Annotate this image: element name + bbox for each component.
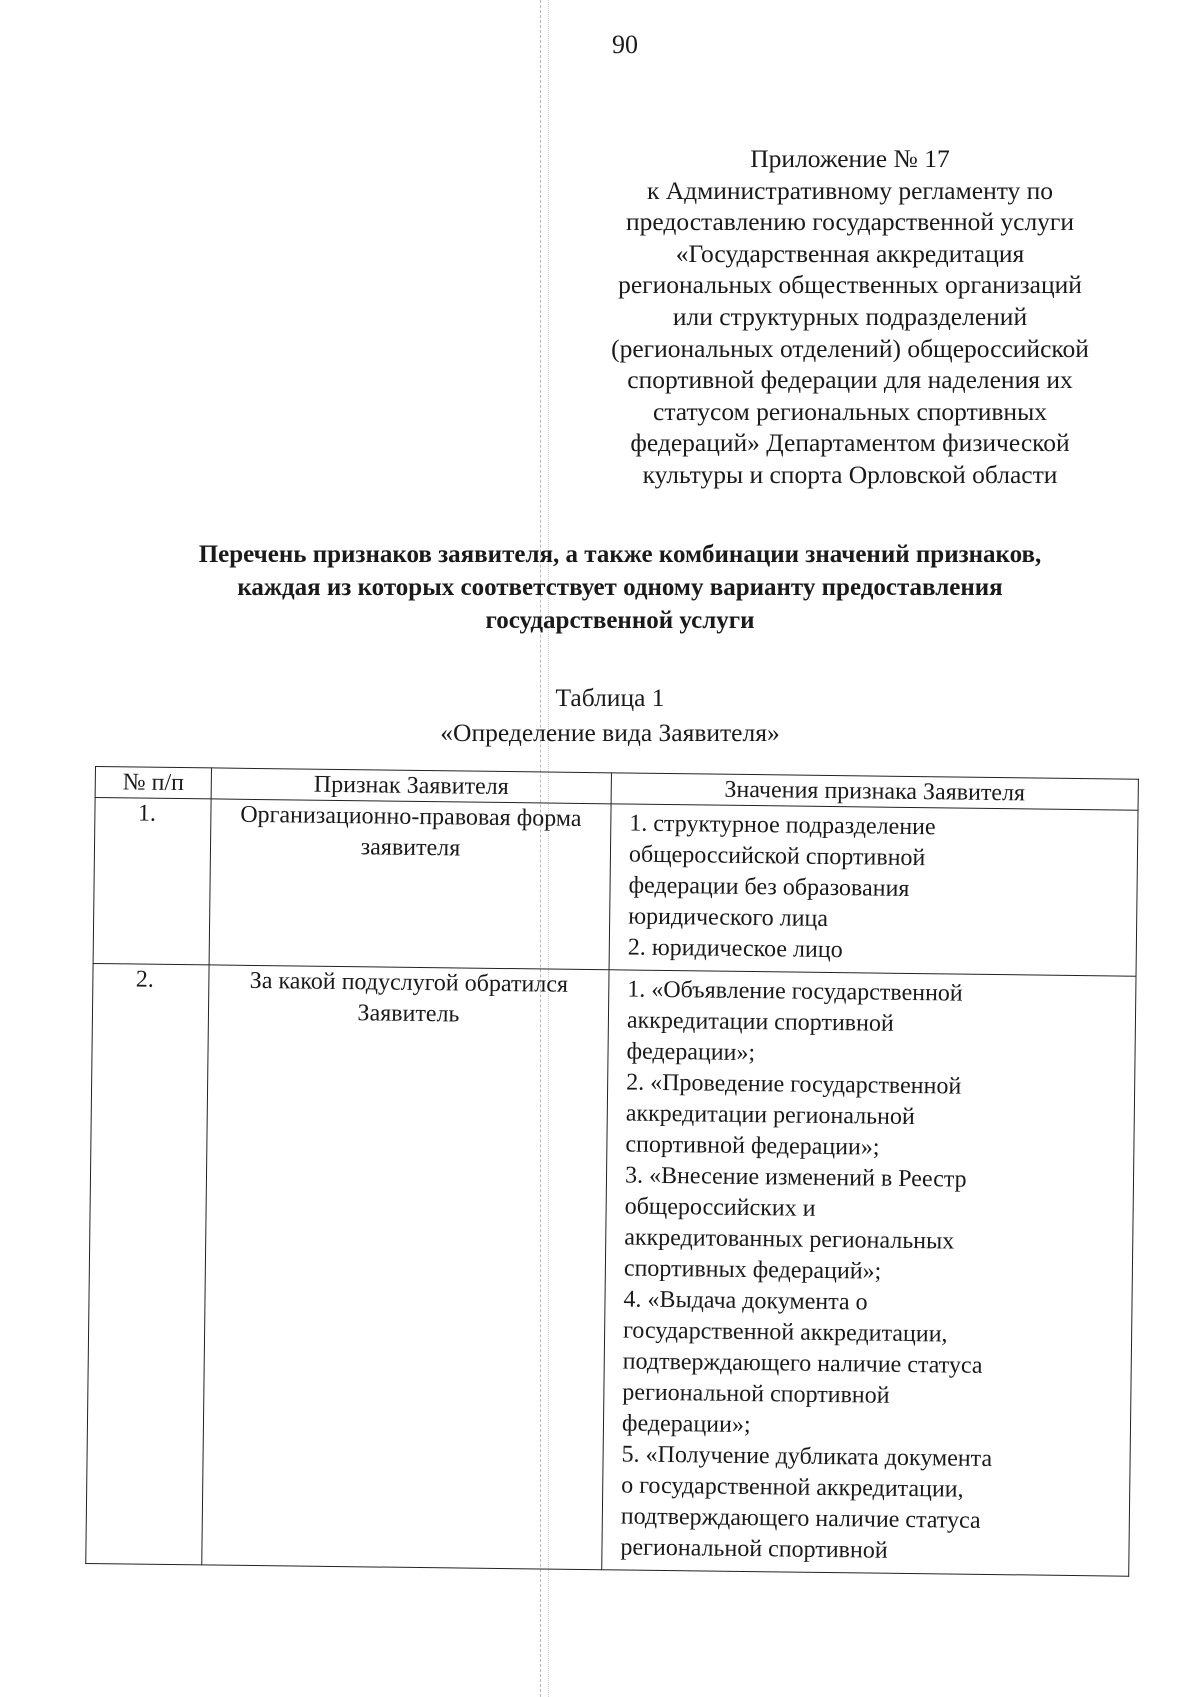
value-line: региональной спортивной xyxy=(622,1379,890,1409)
value-line: 3. «Внесение изменений в Реестр xyxy=(624,1162,967,1193)
appendix-line: культуры и спорта Орловской области xyxy=(642,459,1058,489)
value-line: федерации без образования xyxy=(628,872,910,902)
table-name: «Определение вида Заявителя» xyxy=(440,718,780,747)
value-line: 5. «Получение дубликата документа xyxy=(621,1441,993,1473)
appendix-line: Приложение № 17 xyxy=(750,144,950,173)
table-caption xyxy=(0,680,1200,750)
value-line: федерации»; xyxy=(626,1038,756,1067)
value-line: общероссийской спортивной xyxy=(628,841,926,872)
row-sign: Организационно-правовая форма заявителя xyxy=(209,799,611,970)
row-number: 1. xyxy=(93,798,211,965)
row-values xyxy=(609,804,1138,976)
value-line: юридического лица xyxy=(628,903,829,932)
document-title xyxy=(100,538,1140,637)
appendix-line: статусом региональных спортивных xyxy=(653,396,1047,426)
appendix-line: региональных общественных организаций xyxy=(618,270,1082,300)
appendix-line: (региональных отделений) общероссийской xyxy=(611,333,1089,363)
title-line: каждая из которых соответствует одному варианту предоставления xyxy=(237,574,1003,601)
value-line: о государственной аккредитации, xyxy=(621,1472,964,1503)
appendix-line: к Административному регламенту по xyxy=(646,175,1054,205)
value-line: 2. «Проведение государственной xyxy=(626,1069,962,1100)
value-line: 1. «Объявление государственной xyxy=(627,976,963,1007)
row-values xyxy=(602,970,1136,1576)
table-row xyxy=(93,798,1138,977)
appendix-line: предоставлению государственной услуги xyxy=(625,207,1075,237)
appendix-line: федераций» Департаментом физической xyxy=(630,428,1070,458)
value-line: аккредитованных региональных xyxy=(624,1224,955,1255)
table-row xyxy=(86,963,1136,1576)
page-number: 90 xyxy=(612,30,638,59)
value-line: аккредитации спортивной xyxy=(626,1007,894,1037)
value-line: 2. юридическое лицо xyxy=(627,934,843,964)
value-line: аккредитации региональной xyxy=(625,1100,915,1131)
row-number: 2. xyxy=(86,963,209,1564)
appendix-line: или структурных подразделений xyxy=(672,301,1028,331)
title-line: государственной услуги xyxy=(485,607,755,634)
row-sign: За какой подуслугой обратился Заявитель xyxy=(202,965,609,1570)
table-frame xyxy=(85,766,1145,1599)
title-line: Перечень признаков заявителя, а также комбинации значений признаков, xyxy=(198,541,1042,568)
appendix-block xyxy=(585,143,1115,491)
value-line: подтверждающего наличие статуса xyxy=(622,1348,983,1379)
value-line: общероссийских и xyxy=(624,1193,816,1222)
header-sign: Признак Заявителя xyxy=(211,768,611,804)
value-line: 1. структурное подразделение xyxy=(629,810,936,841)
appendix-line: спортивной федерации для наделения их xyxy=(627,365,1073,395)
value-line: 4. «Выдача документа о xyxy=(623,1286,868,1316)
header-number: № п/п xyxy=(95,767,211,799)
table-number: Таблица 1 xyxy=(555,683,665,712)
applicant-criteria-table xyxy=(85,766,1139,1577)
value-line: федерации»; xyxy=(621,1410,751,1439)
header-values: Значения признака Заявителя xyxy=(611,773,1138,810)
value-line: спортивных федераций»; xyxy=(623,1255,882,1285)
appendix-line: «Государственная аккредитация xyxy=(675,238,1025,268)
value-line: спортивной федерации»; xyxy=(625,1131,880,1161)
value-line: государственной аккредитации, xyxy=(622,1317,948,1348)
value-line: региональной спортивной xyxy=(620,1534,888,1564)
value-line: подтверждающего наличие статуса xyxy=(620,1503,981,1534)
